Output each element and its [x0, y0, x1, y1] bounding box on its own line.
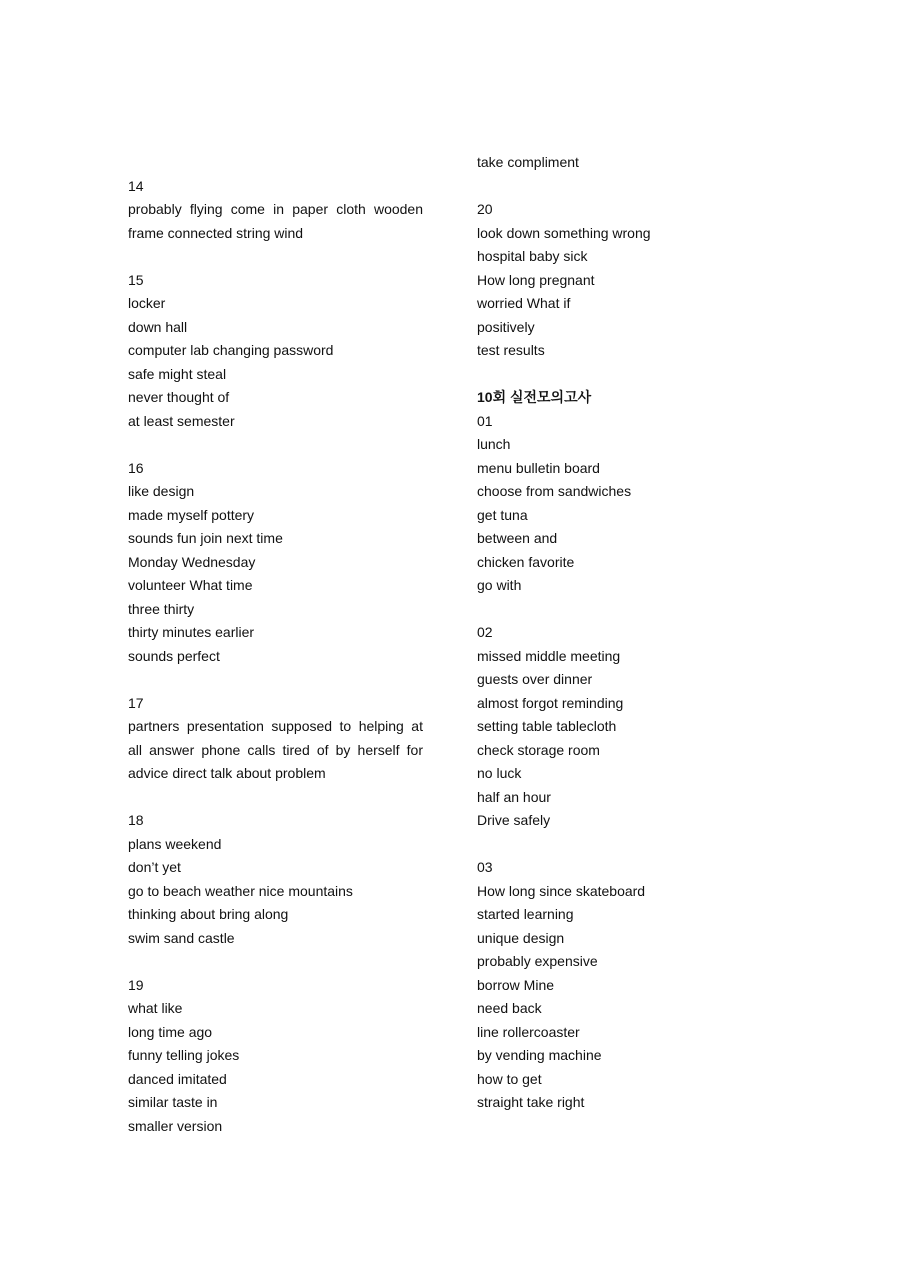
text-line: line rollercoaster [477, 1023, 580, 1040]
text-line: made myself pottery [128, 506, 255, 523]
blank-line [477, 175, 777, 199]
text-line: How long pregnant [477, 271, 595, 288]
text-line: long time ago [128, 1023, 213, 1040]
text-line: get tuna [477, 506, 528, 523]
text-line: plans weekend [128, 835, 222, 852]
text-line: sounds fun join next time [128, 530, 283, 546]
blank-line [128, 433, 423, 457]
text-line: started learning [477, 906, 574, 922]
question-number: 16 [128, 459, 144, 476]
question-number: 19 [128, 976, 144, 993]
question-number: 14 [128, 177, 144, 194]
text-line: Monday Wednesday [128, 553, 256, 570]
text-line: partners presentation supposed to helping at [128, 718, 423, 734]
text-line: what like [128, 1000, 183, 1016]
text-line: thirty minutes earlier [128, 624, 255, 640]
text-line: worried What if [477, 295, 571, 311]
question-number: 17 [128, 694, 144, 711]
text-line: computer lab changing password [128, 342, 334, 358]
text-line: funny telling jokes [128, 1047, 240, 1063]
question-number: 01 [477, 412, 493, 429]
text-line: safe might steal [128, 365, 227, 382]
left-column [128, 0, 423, 1138]
text-line: setting table tablecloth [477, 718, 617, 734]
text-line: how to get [477, 1070, 542, 1087]
text-line: danced imitated [128, 1070, 227, 1087]
text-line: check storage room [477, 741, 600, 758]
text-line: no luck [477, 765, 522, 781]
text-line: all answer phone calls tired of by herself for [128, 741, 423, 758]
text-line: sounds perfect [128, 647, 220, 664]
blank-line [477, 598, 777, 622]
question-number: 20 [477, 201, 493, 217]
text-line: three thirty [128, 600, 195, 617]
text-line: unique design [477, 929, 565, 946]
question-number: 02 [477, 624, 493, 640]
text-line: probably expensive [477, 953, 598, 969]
text-line: hospital baby sick [477, 248, 588, 264]
text-line: need back [477, 1000, 542, 1016]
text-line: positively [477, 318, 535, 335]
text-line: guests over dinner [477, 671, 593, 687]
text-line: Drive safely [477, 812, 551, 828]
text-line: don’t yet [128, 859, 181, 875]
blank-line [128, 668, 423, 692]
text-line: test results [477, 342, 545, 358]
text-line: missed middle meeting [477, 647, 621, 664]
text-line: borrow Mine [477, 976, 555, 993]
text-line: menu bulletin board [477, 459, 600, 476]
text-line: choose from sandwiches [477, 483, 632, 499]
blank-line [128, 950, 423, 974]
question-number: 03 [477, 859, 493, 875]
text-line: smaller version [128, 1117, 223, 1134]
text-line: thinking about bring along [128, 906, 289, 922]
text-line: down hall [128, 318, 188, 335]
blank-line [128, 786, 423, 810]
blank-line [477, 833, 777, 857]
text-line: like design [128, 483, 195, 499]
text-line: similar taste in [128, 1094, 218, 1110]
text-line: half an hour [477, 788, 551, 805]
blank-line [128, 245, 423, 269]
text-line: advice direct talk about problem [128, 765, 326, 781]
text-line: How long since skateboard [477, 882, 646, 899]
text-line: by vending machine [477, 1047, 602, 1063]
text-line: between and [477, 530, 558, 546]
text-line: lunch [477, 436, 511, 452]
text-line: swim sand castle [128, 929, 235, 946]
question-number: 18 [128, 812, 144, 828]
text-line: take compliment [477, 154, 579, 170]
text-line: almost forgot reminding [477, 694, 624, 711]
text-line: straight take right [477, 1094, 585, 1110]
text-line: never thought of [128, 389, 230, 405]
text-line: go with [477, 577, 522, 593]
blank-line [477, 363, 777, 387]
text-line: locker [128, 295, 166, 311]
question-number: 15 [128, 271, 144, 288]
text-line: chicken favorite [477, 553, 575, 570]
text-line: frame connected string wind [128, 224, 304, 241]
right-column [477, 0, 777, 1115]
text-line: volunteer What time [128, 577, 253, 593]
text-line: at least semester [128, 412, 235, 429]
text-line: look down something wrong [477, 224, 651, 241]
text-line: probably flying come in paper cloth wooden [128, 201, 423, 217]
section-heading: 10회 실전모의고사 [477, 389, 592, 405]
text-line: go to beach weather nice mountains [128, 882, 353, 899]
